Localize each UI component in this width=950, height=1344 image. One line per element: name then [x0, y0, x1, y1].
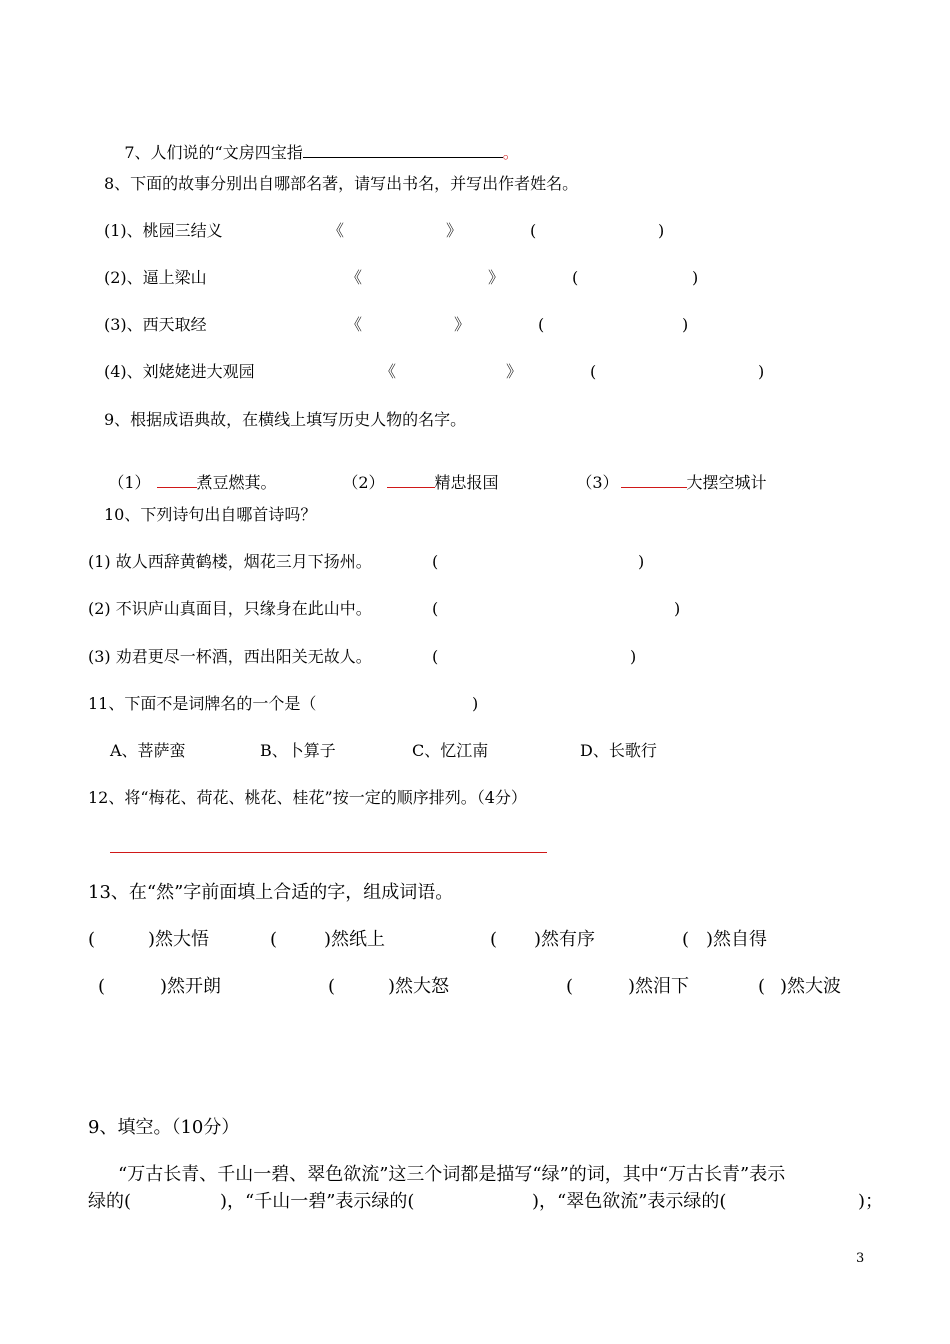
q13-row2-open-4: (	[758, 976, 766, 997]
q8-item-3-label: (3)、西天取经	[104, 315, 207, 334]
q9-item-3-num: （3）	[576, 473, 619, 492]
q13-row2-close-4: )然大波	[780, 976, 842, 997]
q8-item-4-paren-close: )	[758, 362, 765, 381]
q8-item-4-paren-open: (	[590, 362, 597, 381]
q13-row1-open-1: (	[88, 929, 96, 950]
q10-item-3-paren-close: )	[630, 647, 637, 666]
q8-item-3-paren-open: (	[538, 315, 545, 334]
answer-blank-q9-3[interactable]	[621, 486, 687, 488]
q13-row1-close-3: )然有序	[534, 929, 596, 950]
q13-row2-open-1: (	[98, 976, 106, 997]
q11-option-a: A、菩萨蛮	[110, 741, 186, 760]
q8-item-2-book-open: 《	[346, 268, 363, 287]
answer-blank-q9-1[interactable]	[157, 486, 197, 488]
q13-row1-open-3: (	[490, 929, 498, 950]
q13-row1-close-4: )然自得	[706, 929, 768, 950]
q8-item-3-book-open: 《	[346, 315, 363, 334]
fill-section-title: 9、填空。（10分）	[88, 1117, 240, 1138]
q9-item-1	[88, 459, 277, 507]
q8-item-1-paren-close: )	[658, 221, 665, 240]
q13-row2-close-2: )然大怒	[388, 976, 450, 997]
q8-item-1-book-open: 《	[328, 221, 345, 240]
question-9-text: 9、根据成语典故，在横线上填写历史人物的名字。	[104, 410, 467, 429]
q8-item-2-paren-open: (	[572, 268, 579, 287]
q9-item-1-text: 煮豆燃萁。	[196, 473, 277, 492]
q13-row2-close-3: )然泪下	[628, 976, 690, 997]
q8-item-3-book-close: 》	[454, 315, 471, 334]
q13-row2-open-2: (	[328, 976, 336, 997]
q10-item-3-paren-open: (	[432, 647, 439, 666]
question-10-text: 10、下列诗句出自哪首诗吗？	[104, 505, 317, 524]
question-11-text: 11、下面不是词牌名的一个是（	[88, 694, 317, 713]
question-7-end: 。	[502, 143, 519, 162]
q11-option-d: D、长歌行	[580, 741, 657, 760]
page-number: 3	[856, 1251, 865, 1266]
q13-row1-close-2: )然纸上	[324, 929, 386, 950]
q8-item-4-book-close: 》	[506, 362, 523, 381]
fill-line-2d: )；	[858, 1191, 884, 1212]
question-12-text: 12、将“梅花、荷花、桃花、桂花”按一定的顺序排列。（4分）	[88, 788, 527, 807]
q10-item-1-paren-close: )	[638, 552, 645, 571]
q10-item-2-text: (2) 不识庐山真面目，只缘身在此山中。	[88, 599, 372, 618]
q10-item-3-text: (3) 劝君更尽一杯酒，西出阳关无故人。	[88, 647, 372, 666]
q10-item-2-paren-open: (	[432, 599, 439, 618]
q8-item-1-paren-open: (	[530, 221, 537, 240]
q10-item-2-paren-close: )	[674, 599, 681, 618]
q9-item-1-num: （1）	[108, 473, 151, 492]
q8-item-2-book-close: 》	[488, 268, 505, 287]
q9-item-2-text: 精忠报国	[434, 473, 499, 492]
q8-item-4-label: (4)、刘姥姥进大观园	[104, 362, 255, 381]
q13-row1-close-1: )然大悟	[148, 929, 210, 950]
q8-item-2-label: (2)、逼上梁山	[104, 268, 207, 287]
fill-line-2a: 绿的(	[88, 1191, 132, 1212]
q8-item-4-book-open: 《	[380, 362, 397, 381]
q9-item-3	[556, 459, 767, 507]
q13-row2-close-1: )然开朗	[160, 976, 222, 997]
q8-item-3-paren-close: )	[682, 315, 689, 334]
q13-row1-open-2: (	[270, 929, 278, 950]
q8-item-1-book-close: 》	[446, 221, 463, 240]
fill-line-1: “万古长青、千山一碧、翠色欲流”这三个词都是描写“绿”的词，其中“万古长青”表示	[118, 1164, 786, 1185]
q13-row1-open-4: (	[682, 929, 690, 950]
answer-blank-q9-2[interactable]	[387, 486, 435, 488]
fill-line-2c: )，“翠色欲流”表示绿的(	[532, 1191, 727, 1212]
q10-item-1-text: (1) 故人西辞黄鹤楼，烟花三月下扬州。	[88, 552, 372, 571]
answer-line-q12[interactable]	[110, 852, 547, 853]
answer-blank-q7[interactable]	[303, 156, 503, 158]
question-7	[104, 129, 519, 177]
q8-item-2-paren-close: )	[692, 268, 699, 287]
q11-option-c: C、忆江南	[412, 741, 489, 760]
q8-item-1-label: (1)、桃园三结义	[104, 221, 223, 240]
q13-row2-open-3: (	[566, 976, 574, 997]
q10-item-1-paren-open: (	[432, 552, 439, 571]
q11-option-b: B、卜算子	[260, 741, 336, 760]
q9-item-2	[322, 459, 499, 507]
fill-line-2b: )，“千山一碧”表示绿的(	[220, 1191, 415, 1212]
question-13-text: 13、在“然”字前面填上合适的字，组成词语。	[88, 882, 454, 903]
q9-item-2-num: （2）	[342, 473, 385, 492]
q9-item-3-text: 大摆空城计	[686, 473, 767, 492]
question-11-close: )	[472, 694, 479, 713]
question-7-text: 7、人们说的“文房四宝指	[124, 143, 303, 162]
question-8-text: 8、下面的故事分别出自哪部名著，请写出书名，并写出作者姓名。	[104, 174, 579, 193]
